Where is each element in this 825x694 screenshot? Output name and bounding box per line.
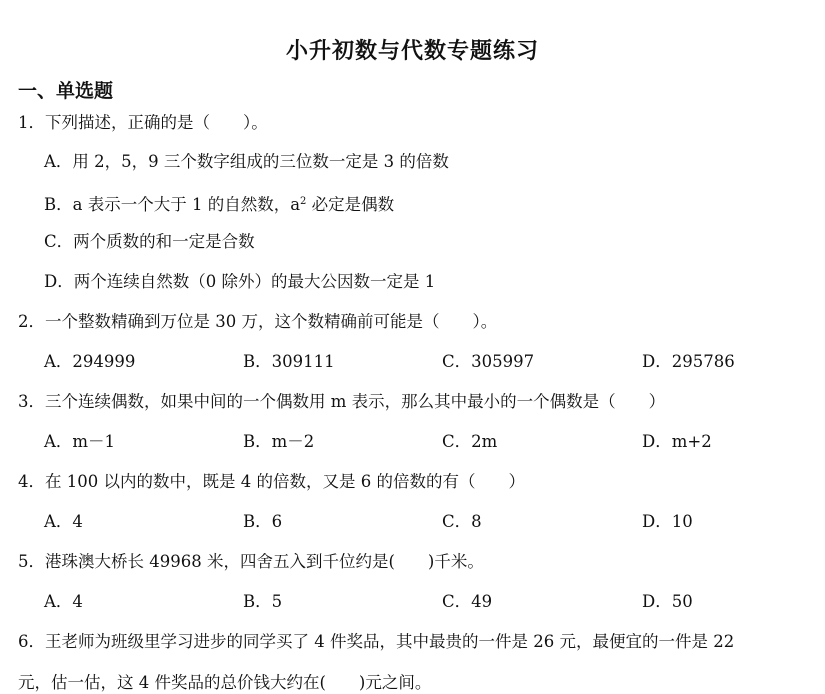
question-5-option-d: D．50 xyxy=(642,592,693,611)
question-2-option-c: C．305997 xyxy=(442,352,535,371)
question-4-option-b: B．6 xyxy=(243,512,283,531)
section-heading: 一、单选题 xyxy=(18,80,114,102)
superscript: 2 xyxy=(300,196,307,207)
question-2-option-b: B．309111 xyxy=(243,352,335,371)
question-6-stem-line-2: 元，估一估，这 4 件奖品的总价钱大约在( )元之间。 xyxy=(18,673,432,692)
question-4-option-c: C．8 xyxy=(442,512,482,531)
question-2-stem: 2．一个整数精确到万位是 30 万，这个数精确前可能是（ ）。 xyxy=(18,312,498,331)
page-title: 小升初数与代数专题练习 xyxy=(285,39,539,64)
question-3-option-c: C．2m xyxy=(442,432,498,451)
question-5-option-c: C．49 xyxy=(442,592,493,611)
question-1-option-a: A．用 2，5，9 三个数字组成的三位数一定是 3 的倍数 xyxy=(44,152,449,171)
question-3-stem: 3．三个连续偶数，如果中间的一个偶数用 m 表示，那么其中最小的一个偶数是（ ） xyxy=(18,392,666,411)
question-2-option-d: D．295786 xyxy=(642,352,735,371)
question-1-option-c: C．两个质数的和一定是合数 xyxy=(44,232,255,251)
question-2-option-a: A．294999 xyxy=(44,352,136,371)
question-3-option-b: B．m－2 xyxy=(243,432,315,451)
question-1-stem: 1．下列描述，正确的是（ ）。 xyxy=(18,113,268,132)
question-3-option-d: D．m+2 xyxy=(642,432,712,451)
question-6-stem-line-1: 6．王老师为班级里学习进步的同学买了 4 件奖品，其中最贵的一件是 26 元，最便宜的一件是 22 xyxy=(18,632,735,651)
question-4-option-a: A．4 xyxy=(44,512,83,531)
question-3-option-a: A．m－1 xyxy=(44,432,116,451)
question-1-option-b xyxy=(44,191,394,216)
question-4-option-d: D．10 xyxy=(642,512,693,531)
question-1-option-b-text: B．a 表示一个大于 1 的自然数，a xyxy=(44,195,301,214)
question-5-stem: 5．港珠澳大桥长 49968 米，四舍五入到千位约是( )千米。 xyxy=(18,552,484,571)
question-5-option-b: B．5 xyxy=(243,592,283,611)
question-5-option-a: A．4 xyxy=(44,592,83,611)
question-1-option-b-tail: 必定是偶数 xyxy=(306,195,395,214)
question-4-stem: 4．在 100 以内的数中，既是 4 的倍数，又是 6 的倍数的有（ ） xyxy=(18,472,525,491)
question-1-option-d: D．两个连续自然数（0 除外）的最大公因数一定是 1 xyxy=(44,272,436,291)
